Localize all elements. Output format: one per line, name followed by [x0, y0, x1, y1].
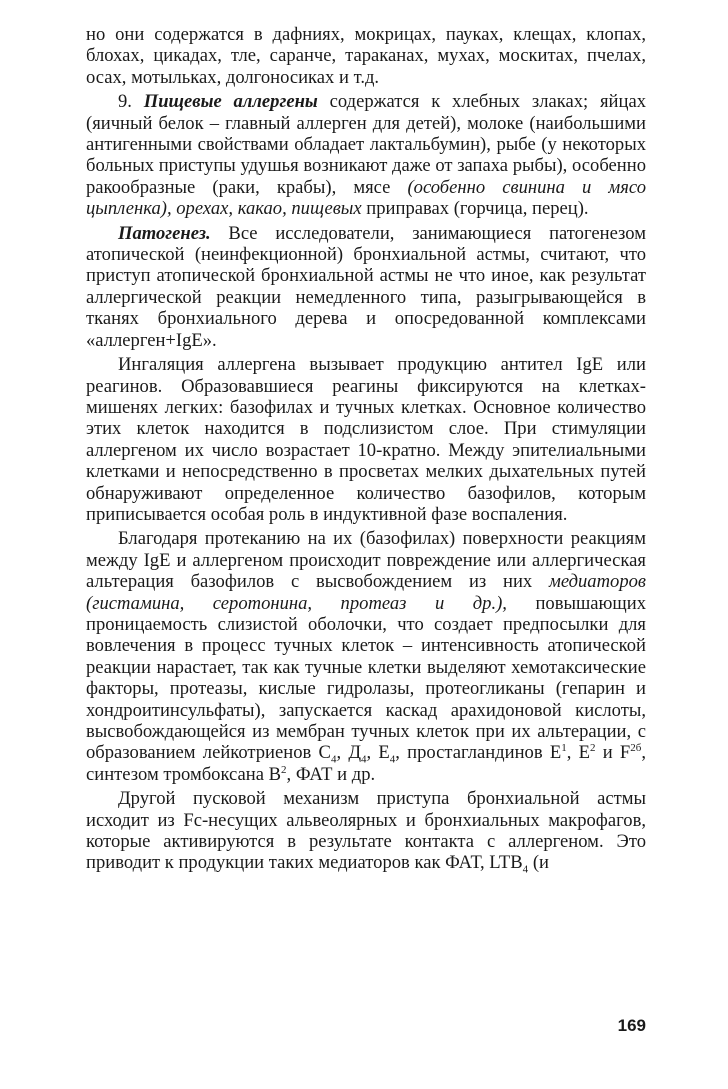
- text-segment: 1: [561, 742, 567, 755]
- text-segment: (и: [528, 852, 549, 874]
- text-segment: 4: [522, 864, 529, 877]
- paragraph: [86, 788, 646, 877]
- paragraph: [86, 223, 646, 351]
- text-segment: 9.: [118, 91, 144, 113]
- text-segment: 4: [361, 754, 367, 767]
- text-segment: , Д: [336, 742, 362, 764]
- text-segment: Пищевые аллергены: [143, 91, 318, 113]
- paragraph: [86, 528, 646, 785]
- page-number: 169: [617, 1016, 646, 1035]
- paragraph: [86, 24, 646, 88]
- text-segment: 2: [589, 742, 596, 755]
- paragraph: [86, 91, 646, 219]
- text-segment: , Е: [366, 742, 390, 764]
- text-segment: Ингаляция аллергена вызывает продукцию антител IgE или реагинов. Образовавшиеся реагины фиксируются на клетках-мишенях легких: базофилах и тучных клетках. Основное количество этих клеток находится в подслизистом слое. При стимуляции аллергеном их число возрастает 10-кратно. Между эпителиальными клетками и непосредственно в просветах мелких дыхательных путей обнаруживают определенное количество базофилов, которым приписывается особая роль в индуктивной фазе воспаления.: [86, 354, 646, 525]
- text-segment: , ФАТ и др.: [286, 763, 376, 785]
- text-segment: (особенно свинина и мясо цыпленка), орехах, какао, пищевых: [86, 176, 646, 220]
- text-segment: 2б: [630, 742, 642, 755]
- text-segment: и F: [595, 742, 631, 764]
- text-segment: повышающих проницаемость слизистой оболочки, что создает предпосылки для вовлечения в процесс тучных клеток – интенсивность атопической реакции нарастает, так как тучные клетки выделяют хемотаксические факторы, протеазы, кислые гидролазы, протеогликаны (гепарин и хондроитинсульфаты), запускается каскад арахидоновой кислоты, высвобождающейся из мембран тучных клеток при их альтерации, с образованием лейкотриенов С: [86, 592, 646, 764]
- text-segment: Другой пусковой механизм приступа бронхиальной астмы исходит из Fc-несущих альвеолярных и бронхиальных макрофагов, которые активируются в результате контакта с аллергеном. Это приводит к продукции таких медиаторов как ФАТ, LTB: [86, 788, 646, 874]
- text-segment: 4: [389, 754, 396, 767]
- text-segment: содержатся к хлебных злаках; яйцах (яичный белок – главный аллерген для детей), молоке (наибольшими антигенными свойствами обладает лактальбумин), рыбе (у некоторых больных приступы удушья возникают даже от запаха рыбы), особенно ракообразные (раки, крабы), мясе: [86, 91, 647, 198]
- text-segment: , Е: [566, 742, 590, 764]
- text-segment: приправах (горчица, перец).: [361, 198, 589, 220]
- text-segment: но они содержатся в дафниях, мокрицах, пауках, клещах, клопах, блохах, цикадах, тле, саранче, тараканах, мухах, москитах, пчелах, осах, мотыльках, долгоносиках и т.д.: [86, 24, 646, 88]
- body-text: [86, 24, 646, 877]
- text-segment: Патогенез.: [118, 222, 211, 244]
- text-segment: , синтезом тромбоксана В: [86, 742, 647, 785]
- text-segment: Благодаря протеканию на их (базофилах) поверхности реакциям между IgE и аллергеном происходит повреждение или аллергическая альтерация базофилов с высвобождением из них: [86, 528, 646, 593]
- text-segment: Все исследователи, занимающиеся патогенезом атопической (неинфекционной) бронхиальной астмы, считают, что приступ атопической бронхиальной астмы не что иное, как результат аллергической реакции немедленного типа, разыгрывающейся в тканях бронхиального дерева и опосредованной комплексами «аллерген+IgE».: [86, 222, 646, 351]
- text-segment: 2: [281, 763, 287, 776]
- text-segment: медиаторов (гистамина, серотонина, протеаз и др.),: [86, 571, 646, 614]
- paragraph: [86, 354, 646, 525]
- text-segment: , простагландинов Е: [395, 742, 562, 764]
- text-segment: 4: [330, 754, 337, 767]
